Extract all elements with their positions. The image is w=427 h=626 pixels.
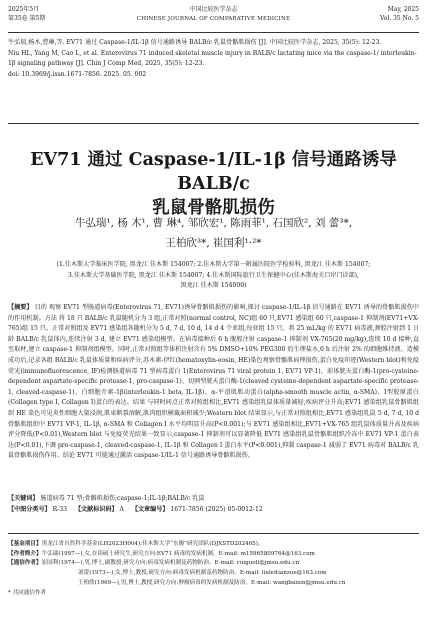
footnote-rule: [8, 533, 419, 534]
affiliation-line-2: 3.佳木斯大学基础医学院, 黑龙江 佳木斯 154007; 4.佳木斯国际旅行卫生保健中心(佳木斯海关口岸门诊部),: [68, 271, 359, 279]
keywords-label: 【关键词】: [8, 495, 39, 502]
article-no-label: 【文章编号】: [131, 505, 169, 513]
clc-value: R-33: [50, 505, 67, 513]
author-bio-label: 【作者简介】: [8, 550, 42, 557]
keywords-line: [8, 494, 419, 505]
abstract-text: 目的 观察 EV71 型肠道病毒(Enterovirus 71, EV71)诱导骨骼肌损伤的影响,探讨 caspase-1/IL-1β 信号通路在 EV71 诱导的骨骼肌损伤中的作用机制。方法 将 18 只 BALB/c 乳鼠随机分为 3 组,正常对照(normal control, NC)组 60 只,EV71 感染组 60 只,caspase-1 抑制剂(EV71+VX-765)组 15 只。正常对照组及 EV71 感染组各随机分为 5 d, 7 d, 10 d, 14 d 4 个亚组,每亚组 15 只。将 25 mL/kg 的 EV71 病毒液,颈腔注射到 1 日龄 BALB/c 乳鼠体内,连续注射 3 d, 建立 EV71 感染组模型。在病毒接种后 6 h 腹腔注射 caspase-1 抑制剂 VX-765(20 mg/kg),连续 10 d 接种,直至取材,建立 caspase-1 抑制剂组模型。同时,正常对照组等体积注射含有 5% DMSO+10% PEG300 的生理盐水,6 h 后注射 2% 的细胞维持液。造模成功后,记录各组 BALB/c 乳鼠体质量和疾病评分,苏木素-伊红(hematoxylin-eosin, HE)染色观察骨骼肌病理损伤,蛋白免疫印迹(Western blot)和免疫荧光(immunofluorescence, IF)检测肠道病毒 71 型病毒蛋白 1(Enterovirus 71 viral protein 1, EV71 VP-1)、前体胱天蛋白酶-1(pro-cysteine-dependent aspartate-specific protease-1, pro-caspase-1)、切割型胱天蛋白酶-1(cleaved cysteine-dependent aspartate-specific protease-1, cleaved-caspase-1)、白细胞介素-1β(interleukin-1 beta, IL-1β)、α-平滑肌肌动蛋白(alpha-smooth muscle actin, α-SMA)、Ⅰ型胶原蛋白(Collagen type Ⅰ, Collagen Ⅰ)蛋白的表达。结果 与同时间点正常对照组相比,EV71 感染组乳鼠体质量减轻,疾病评分升高;EV71 感染组乳鼠骨骼肌组织 HE 染色可见炎性细胞大量浸润,肌束断裂溶解,肌肉组织横截面积减少;Western blot 结果显示,与正常对照组相比,EV71 感染组乳鼠 5 d, 7 d, 10 d 骨骼肌组织中 EV71 VP-1, IL-1β, α-SMA 和 Collagen Ⅰ 水平均明显升高(P<0.001);与 EV71 感染组相比,EV71+VX-765 组乳鼠体质量升高及疾病评分降低(P<0.01),Western blot 与免疫荧光结果一致显示,caspase-1 抑制剂可以显著降低 EV71 感染组乳鼠骨骼肌组织冷冻中 EV71 VP-1 蛋白表达(P<0.01),下调 pro-caspase-1, cleaved-caspase-1, IL-1β 和 Collagen Ⅰ 蛋白水平(P<0.001),抑制 caspase-1 减弱了 EV71 病毒对 BALB/c 乳鼠骨骼肌损伤作用。结论 EV71 可能通过激活 caspase-1/IL-1 信号通路诱导骨骼肌损伤。: [8, 304, 419, 460]
doc-code-value: A: [117, 505, 124, 513]
journal-name-cn: 中国比较医学杂志: [189, 6, 238, 13]
corresponding-label: 【通信作者】: [8, 560, 42, 567]
article-title: [8, 148, 419, 220]
article-no-value: 1671-7856 (2025) 05-0012-12: [168, 505, 263, 513]
abstract: [8, 303, 419, 462]
author-bio-text: 牛弘瑞(1997—),女,在读硕士研究生,研究方向:EV71 病毒的发病机制。E-mail: m15965809764@163.com: [41, 550, 315, 557]
author-note: [8, 550, 419, 560]
clc-label: 【中图分类号】: [8, 505, 51, 513]
issue-month: 2025年5月: [8, 6, 40, 13]
issue-info-en: [380, 6, 419, 23]
issue-volume: 第35卷 第5期: [8, 14, 46, 22]
corresponding-author-3: 王柏欣(1969—),男,博士,教授,研究方向:肿瘤病毒的发病机制及防治。E-mail: wangbaixin@jmsu.edu.cn: [78, 579, 346, 586]
author-list: [8, 213, 419, 253]
footnotes: [8, 540, 419, 598]
citation-rule: [8, 123, 419, 124]
corresponding-author-1: 崔国利(1974—),男,博士,副教授,研究方向:病毒发病机制及药物防治。E-mail: cuiguoli@jmsu.edu.cn: [41, 560, 300, 567]
fund-text: 黑龙江省自然科学基金(LH2023H004);佳木斯大学“东极”研究团队(DJXSTD202405)。: [41, 541, 264, 547]
issue-volume-en: Vol. 35 No. 5: [379, 14, 419, 22]
abstract-label: 【摘要】: [8, 304, 33, 311]
journal-name-en: CHINESE JOURNAL OF COMPARATIVE MEDICINE: [136, 15, 291, 22]
authors-line-1: 牛弘瑞¹, 杨 木¹, 曹 琳⁴, 邹欣宏¹, 陈雨菲¹, 石国欣², 刘 蕾³*,: [74, 217, 353, 229]
affiliation-line-3: 黑龙江 佳木斯 154000): [180, 282, 247, 289]
authors-line-2: 王柏欣³*, 崔国利¹·²*: [165, 237, 262, 249]
title-line-1: EV71 通过 Caspase-1/IL-1β 信号通路诱导 BALB/c: [30, 150, 397, 194]
keywords-block: [8, 494, 419, 515]
citation-en: Niu HL, Yang M, Cao L, et al. Enterovirus 71 induced skeletal muscle injury in BALB/c lactating mice via the caspase-1/ interleukin-1β signaling pathway [J]. Chin J Comp Med, 2025, 35(5): 12-23.: [8, 49, 417, 68]
co-corresponding-note: * 共同通信作者: [8, 589, 47, 596]
title-line-2: 乳鼠骨骼肌损伤: [152, 198, 275, 218]
citation-block: [8, 38, 419, 80]
issue-month-en: May, 2025: [387, 6, 419, 13]
classification-line: [8, 505, 419, 516]
keywords-text: 肠道病毒 71 型;骨骼肌损伤;caspase-1;IL-1β;BALB/c 乳鼠: [38, 495, 205, 502]
citation-cn: 牛弘瑞,杨木,曹琳,等. EV71 通过 Caspase-1/IL-1β 信号通路诱导 BALB/c 乳鼠骨骼肌损伤 [J]. 中国比较医学杂志, 2025, 35(5): 12-23.: [8, 39, 382, 46]
running-header: [8, 6, 419, 32]
corresponding-author-2: 刘蕾(1973—),女,博士,教授,研究方向:病毒发病机制及药物防治。E-mail: liuleitianzue@163.com: [78, 570, 327, 577]
doc-code-label: 【文献标识码】: [74, 505, 118, 513]
corresponding-note: [8, 559, 419, 569]
fund-note: [8, 540, 419, 550]
journal-name: [8, 6, 419, 23]
header-rule: [8, 32, 419, 33]
fund-label: 【基金项目】: [8, 541, 42, 547]
affiliations: [16, 260, 411, 292]
affiliation-line-1: (1.佳木斯大学临床医学院, 黑龙江 佳木斯 154007; 2.佳木斯大学第一附属医院医学检验科, 黑龙江 佳木斯 154007;: [56, 261, 371, 268]
doi[interactable]: doi: 10.3969/j.issn.1671-7856. 2025. 05. 002: [8, 70, 147, 78]
